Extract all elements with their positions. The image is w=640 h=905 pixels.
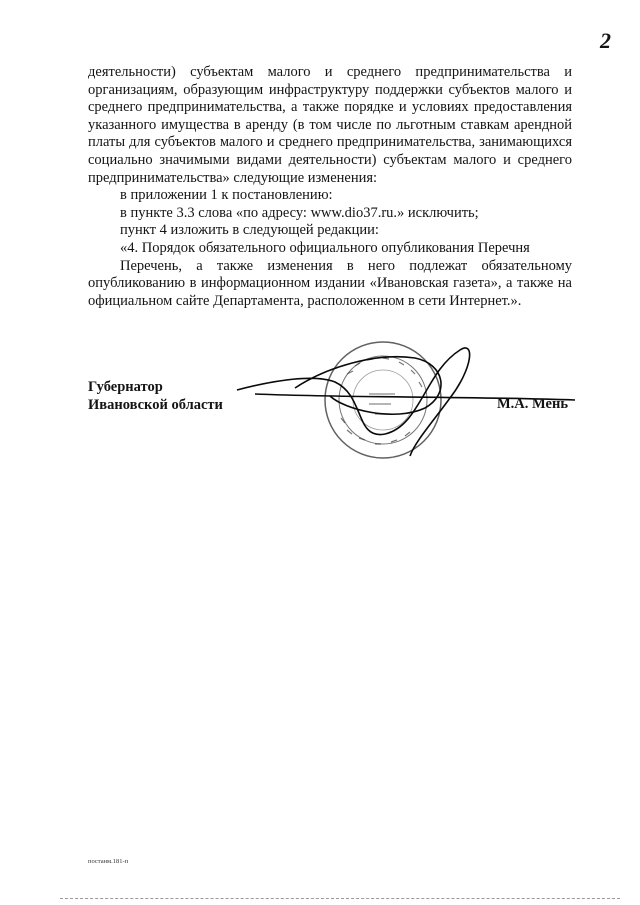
signatory-name: М.А. Мень <box>497 396 568 412</box>
official-seal-icon <box>325 342 441 458</box>
paragraph-4: пункт 4 изложить в следующей редакции: <box>120 222 379 239</box>
paragraph-2: в приложении 1 к постановлению: <box>120 187 333 204</box>
signatory-title-line-1: Губернатор <box>88 379 163 395</box>
page-number: 2 <box>600 28 611 53</box>
paragraph-5: «4. Порядок обязательного официального опубликования Перечня <box>120 239 530 256</box>
paragraph-6: Перечень, а также изменения в него подлежат обязательному опубликованию в информационном издании «Ивановская газета», а также на официальном сайте Департамента, расположенном в сети Интернет.». <box>88 257 572 309</box>
paragraph-3: в пункте 3.3 слова «по адресу: www.dio37.ru.» исключить; <box>120 204 479 221</box>
footer-document-code: постанм.181-п <box>88 858 129 865</box>
document-body <box>88 64 572 310</box>
paragraph-1: деятельности) субъектам малого и среднего предпринимательства и организациям, образующим инфраструктуру поддержки субъектов малого и среднего предпринимательства, а также порядке и условиях предоставления указанного имущества в аренду (в том числе по льготным ставкам арендной платы для субъектов малого и среднего предпринимательства, занимающихся социально значимыми видами деятельности) субъектам малого и среднего предпринимательства» следующие изменения: <box>88 64 572 186</box>
bottom-divider <box>60 898 620 899</box>
signatory-title-line-2: Ивановской области <box>88 397 223 413</box>
signatory-title <box>88 378 223 414</box>
seal-and-signature <box>235 338 595 488</box>
